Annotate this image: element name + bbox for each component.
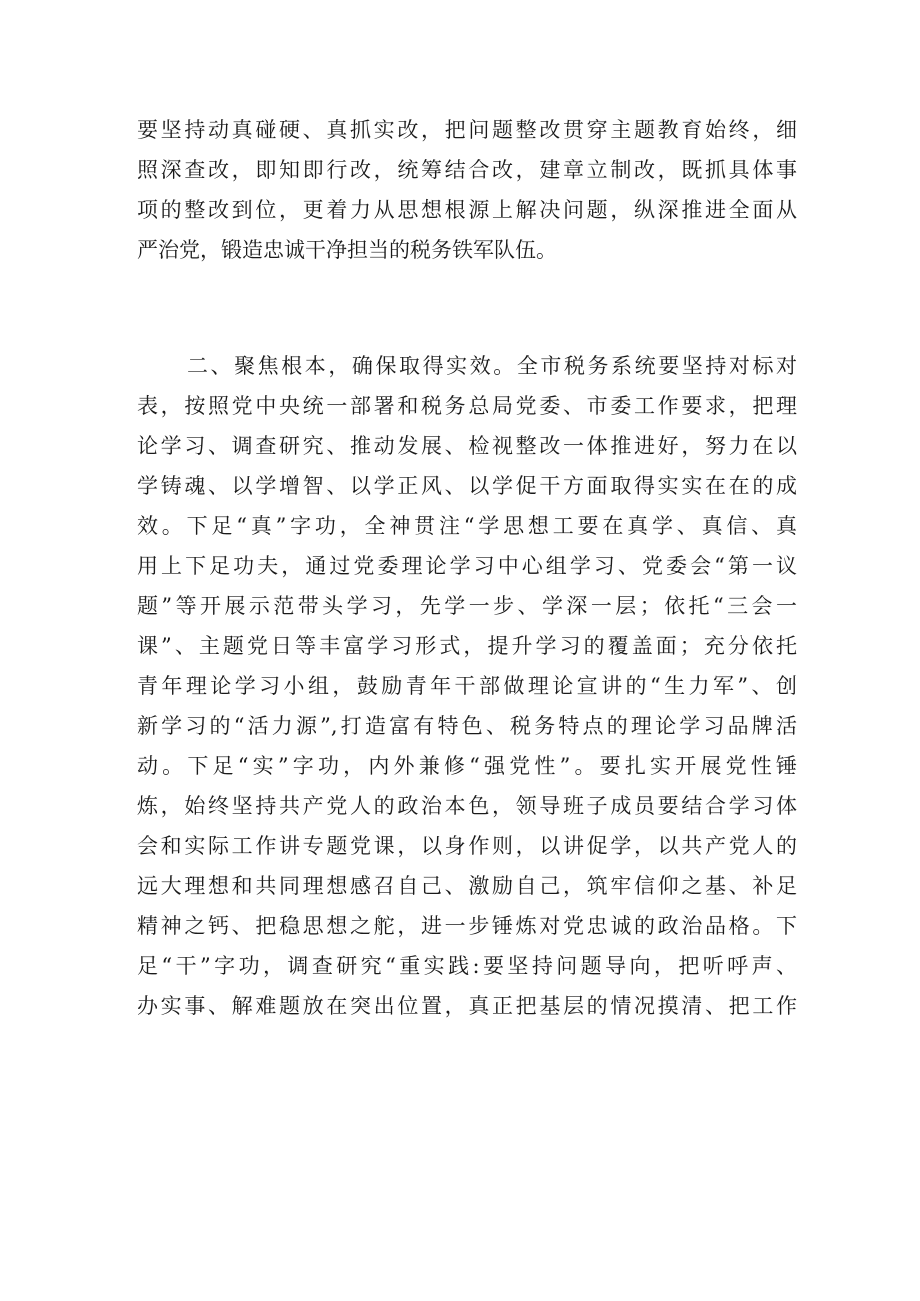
text-line: 动。下足“实”字功，内外兼修“强党性”。要扎实开展党性锤 [137, 754, 797, 778]
text-line: 项的整改到位，更着力从思想根源上解决问题，纵深推进全面从 [137, 198, 797, 222]
paragraph-2 [137, 346, 797, 1026]
paragraph-1 [137, 110, 797, 270]
text-line: 课”、主题党日等丰富学习形式，提升学习的覆盖面；充分依托 [137, 634, 797, 658]
text-line: 严治党，锻造忠诚干净担当的税务铁军队伍。 [137, 238, 557, 262]
text-line: 青年理论学习小组，鼓励青年干部做理论宣讲的“生力军”、创 [137, 674, 797, 698]
text-line: 论学习、调查研究、推动发展、检视整改一体推进好，努力在以 [137, 434, 797, 458]
text-line: 表，按照党中央统一部署和税务总局党委、市委工作要求，把理 [137, 394, 797, 418]
text-line: 办实事、解难题放在突出位置，真正把基层的情况摸清、把工作 [137, 994, 797, 1018]
text-line: 新学习的“活力源”,打造富有特色、税务特点的理论学习品牌活 [137, 714, 797, 738]
text-line: 要坚持动真碰硬、真抓实改，把问题整改贯穿主题教育始终，细 [137, 118, 797, 142]
text-line: 照深查改，即知即行改，统筹结合改，建章立制改，既抓具体事 [137, 158, 797, 182]
text-line: 题”等开展示范带头学习，先学一步、学深一层；依托“三会一 [137, 594, 797, 618]
text-line: 会和实际工作讲专题党课，以身作则，以讲促学，以共产党人的 [137, 834, 797, 858]
text-line: 炼，始终坚持共产党人的政治本色，领导班子成员要结合学习体 [137, 794, 797, 818]
text-line: 远大理想和共同理想感召自己、激励自己，筑牢信仰之基、补足 [137, 874, 797, 898]
text-line: 足“干”字功，调查研究“重实践:要坚持问题导向，把听呼声、 [137, 954, 797, 978]
text-line: 二、聚焦根本，确保取得实效。全市税务系统要坚持对标对 [187, 354, 797, 378]
text-line: 精神之钙、把稳思想之舵，进一步锤炼对党忠诚的政治品格。下 [137, 914, 797, 938]
text-line: 效。下足“真”字功，全神贯注“学思想工要在真学、真信、真 [137, 514, 797, 538]
text-line: 学铸魂、以学增智、以学正风、以学促干方面取得实实在在的成 [137, 474, 797, 498]
text-line: 用上下足功夫，通过党委理论学习中心组学习、党委会“第一议 [137, 554, 797, 578]
